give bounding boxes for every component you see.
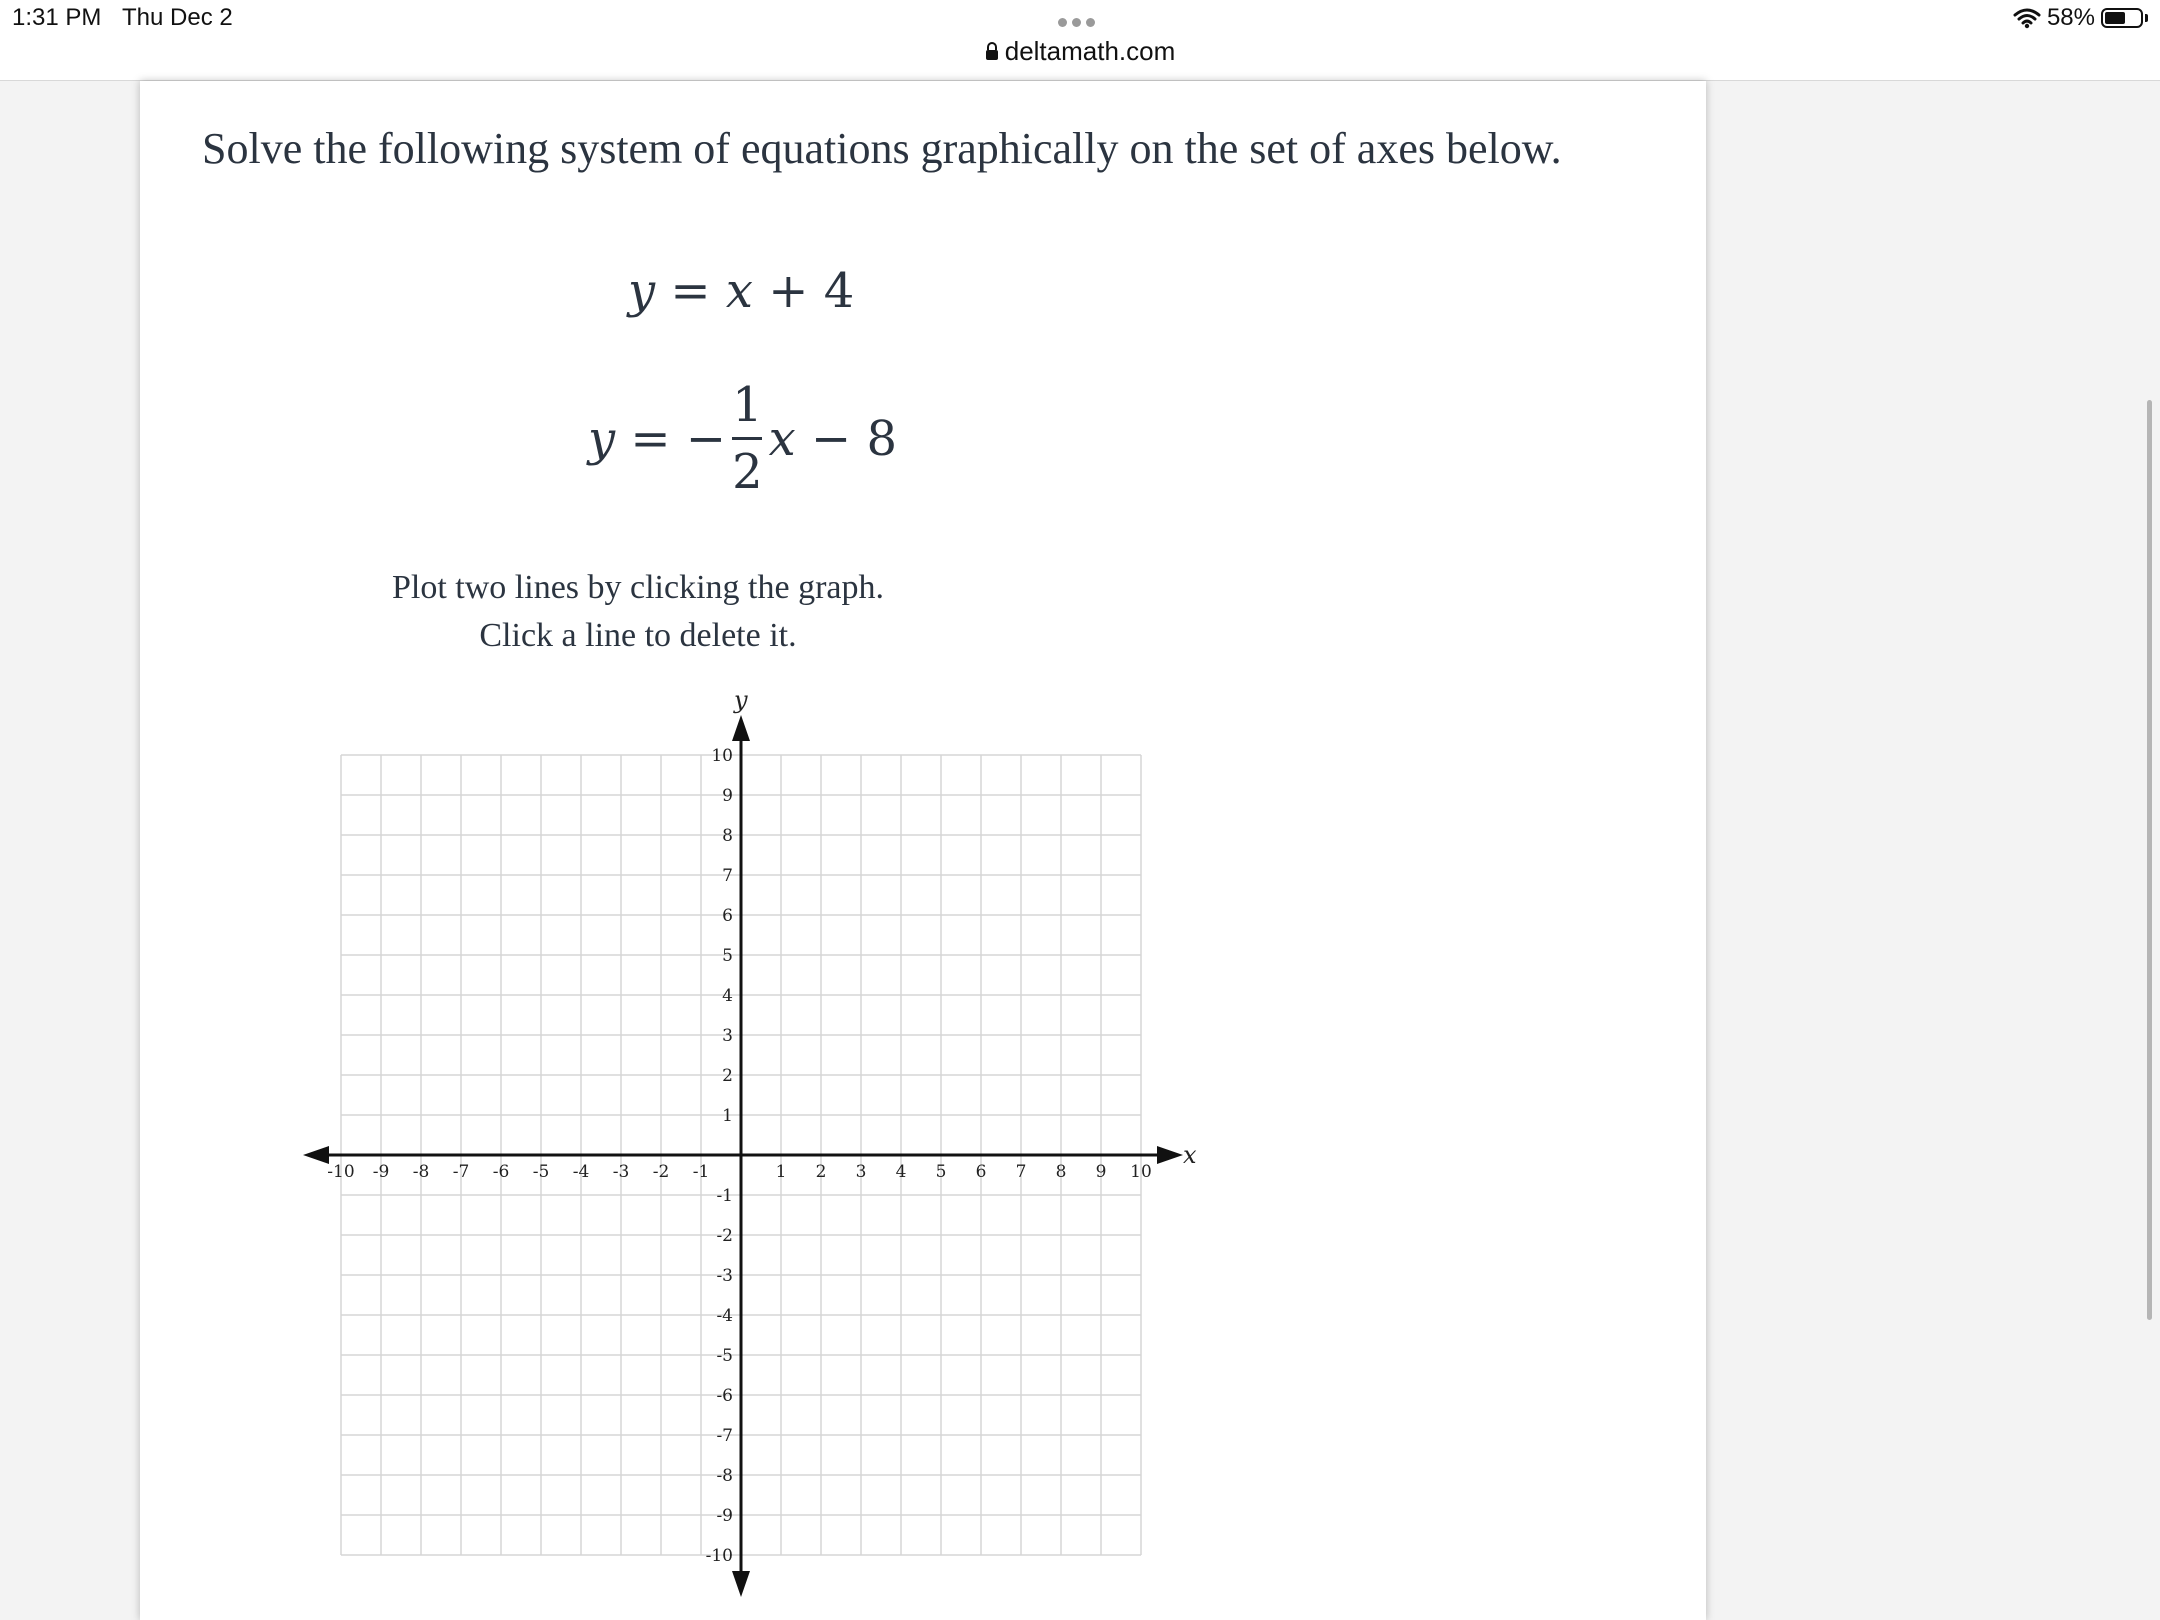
y-tick-label: -2 xyxy=(716,1226,733,1246)
x-tick-label: 10 xyxy=(1130,1162,1152,1182)
x-tick-label: 3 xyxy=(855,1162,867,1182)
eq1-equals: = xyxy=(670,263,711,319)
coordinate-graph[interactable] xyxy=(140,81,1706,1620)
x-tick-label: -1 xyxy=(692,1162,710,1182)
x-tick-label: 1 xyxy=(775,1162,787,1182)
x-tick-label: 6 xyxy=(975,1162,987,1182)
wifi-icon xyxy=(2013,7,2041,29)
y-axis-down-arrow-icon xyxy=(732,1571,750,1597)
x-tick-label: -3 xyxy=(612,1162,630,1182)
vertical-scrollbar[interactable] xyxy=(2147,400,2152,1320)
eq2-frac-numerator: 1 xyxy=(732,377,763,433)
status-bar xyxy=(0,0,2160,81)
eq2-frac-denominator: 2 xyxy=(732,444,763,500)
y-tick-label: 10 xyxy=(711,746,733,766)
y-tick-label: 3 xyxy=(722,1026,733,1046)
y-tick-label: -3 xyxy=(716,1266,733,1286)
eq1-const: 4 xyxy=(823,263,855,319)
x-axis-right-arrow-icon xyxy=(1157,1146,1183,1164)
eq1-op: + xyxy=(768,263,809,319)
x-tick-label: 5 xyxy=(935,1162,947,1182)
eq1-var: x xyxy=(725,263,753,319)
y-tick-label: -1 xyxy=(716,1186,733,1206)
y-tick-label: -9 xyxy=(716,1506,733,1526)
question-prompt: Solve the following system of equations graphically on the set of axes below. xyxy=(202,124,1562,173)
x-tick-label: -2 xyxy=(652,1162,670,1182)
y-tick-label: 4 xyxy=(722,986,733,1006)
x-tick-label: -8 xyxy=(412,1162,430,1182)
x-tick-label: 8 xyxy=(1055,1162,1067,1182)
problem-card xyxy=(140,81,1706,1620)
y-tick-label: 2 xyxy=(722,1066,733,1086)
y-tick-label: 6 xyxy=(722,906,733,926)
y-tick-label: -5 xyxy=(716,1346,733,1366)
y-axis-up-arrow-icon xyxy=(732,715,750,741)
y-tick-label: 8 xyxy=(722,826,733,846)
eq2-lhs: y xyxy=(588,410,616,467)
address-bar[interactable] xyxy=(0,36,2160,67)
x-tick-label: -5 xyxy=(532,1162,550,1182)
eq2-equals: = xyxy=(630,410,671,467)
url-text: deltamath.com xyxy=(1004,36,1176,66)
x-tick-label: -10 xyxy=(327,1162,355,1182)
y-axis-label: y xyxy=(734,686,748,714)
status-indicators xyxy=(2013,4,2148,32)
x-tick-label: -7 xyxy=(452,1162,470,1182)
y-tick-label: -8 xyxy=(716,1466,733,1486)
y-tick-label: -6 xyxy=(716,1386,733,1406)
battery-percent: 58% xyxy=(2046,4,2095,31)
y-tick-label: -4 xyxy=(716,1306,733,1326)
x-axis-label: x xyxy=(1183,1141,1197,1169)
y-tick-label: 9 xyxy=(722,786,733,806)
instruction-plot: Plot two lines by clicking the graph. xyxy=(392,569,884,606)
x-tick-label: -9 xyxy=(372,1162,390,1182)
y-tick-label: 1 xyxy=(722,1106,733,1126)
status-time: 1:31 PM xyxy=(12,4,102,31)
x-axis-left-arrow-icon xyxy=(303,1146,329,1164)
y-tick-label: -7 xyxy=(716,1426,733,1446)
x-tick-label: 4 xyxy=(895,1162,907,1182)
y-tick-label: -10 xyxy=(705,1546,733,1566)
y-tick-label: 5 xyxy=(722,946,733,966)
eq2-sign: − xyxy=(685,410,727,467)
eq1-lhs: y xyxy=(628,263,656,319)
eq2-const: 8 xyxy=(866,410,898,467)
lock-icon xyxy=(985,42,999,60)
status-date: Thu Dec 2 xyxy=(122,4,233,31)
eq2-op: − xyxy=(810,410,852,467)
x-tick-label: 2 xyxy=(815,1162,827,1182)
multitasking-dots-icon[interactable] xyxy=(1058,14,1100,32)
y-tick-label: 7 xyxy=(722,866,733,886)
x-tick-label: 7 xyxy=(1015,1162,1027,1182)
x-tick-label: -4 xyxy=(572,1162,590,1182)
x-tick-label: 9 xyxy=(1095,1162,1107,1182)
eq2-var: x xyxy=(768,410,796,467)
instruction-delete: Click a line to delete it. xyxy=(479,617,797,654)
battery-icon xyxy=(2101,8,2143,28)
x-tick-label: -6 xyxy=(492,1162,510,1182)
